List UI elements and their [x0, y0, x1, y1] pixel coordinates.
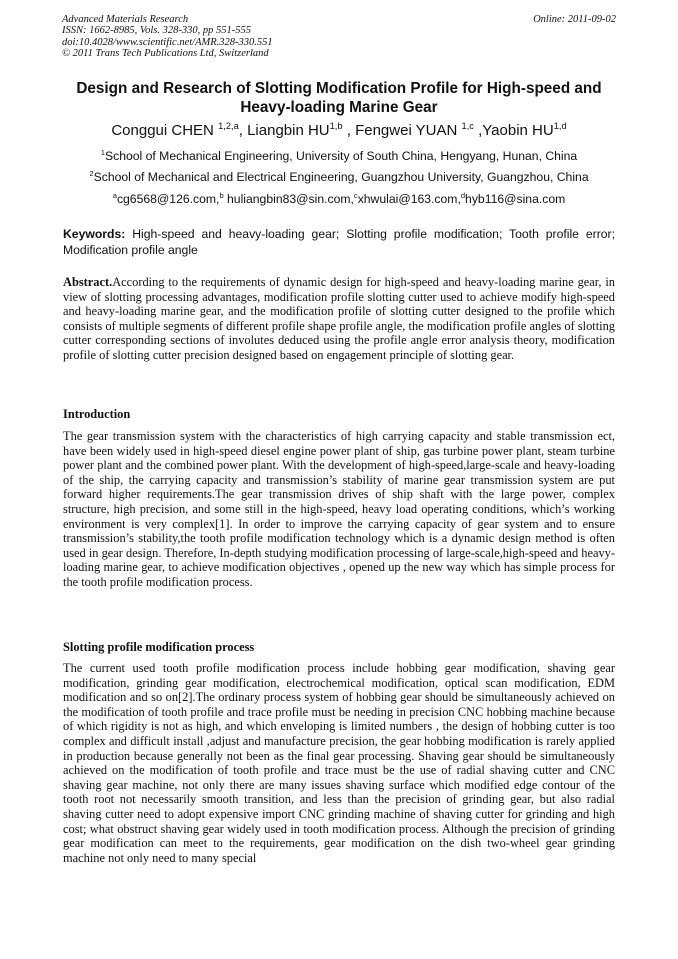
- publication-header: [62, 14, 616, 59]
- slotting-heading: Slotting profile modification process: [63, 640, 255, 654]
- keywords-text: High-speed and heavy-loading gear; Slotting profile modification; Tooth profile error; Modification profile angle: [63, 227, 615, 257]
- author-3: , Fengwei YUAN $^{1,c}$: [342, 121, 474, 139]
- email-b: huliangbin83@sin.com,: [223, 192, 354, 206]
- email-c: xhwulai@163.com,: [357, 192, 461, 206]
- doi-line: doi:10.4028/www.scientific.net/AMR.328-330.551: [62, 36, 273, 48]
- paper-title: [60, 79, 618, 117]
- keywords: [63, 227, 615, 258]
- email-d: hyb116@sina.com: [465, 192, 566, 206]
- abstract-label: Abstract.: [63, 275, 113, 289]
- copyright-line: © 2011 Trans Tech Publications Ltd, Switzerland: [62, 47, 269, 59]
- email-a: cg6568@126.com,: [116, 192, 220, 206]
- title-line-1: Design and Research of Slotting Modification Profile for High-speed and: [76, 80, 602, 97]
- affiliation-2: $^2$School of Mechanical and Electrical Engineering, Guangzhou University, Guangzhou, China: [89, 168, 589, 184]
- title-line-2: Heavy-loading Marine Gear: [240, 99, 438, 116]
- journal-name: Advanced Materials Research: [62, 14, 189, 25]
- author-2: , Liangbin HU$^{1,b}$: [238, 121, 343, 139]
- affiliation-1: $^1$School of Mechanical Engineering, University of South China, Hengyang, Hunan, China: [100, 147, 578, 163]
- introduction-paragraph: The gear transmission system with the characteristics of high carrying capacity and stable transmission ect, have been widely used in high-speed diesel engine power plant of ship, gas turbine power plant, steam turbine power plant and the combined power plant. With the development of high-speed,large-scale and heavy-loading of the ship, the carrying capacity and transmission’s stability of marine gear transmission system are put forward higher requirements.The gear transmission drives of ship shaft with the large power, complex structure, high precision, and some still in the high-speed, heavy load operating conditions, which’s working environment is very complex[1]. In order to improve the carrying capacity of gear system and to ensure transmission’s stability,the tooth profile modification technology which is a dynamic design method is often used in gear design. Therefore, In-depth studying modification processing of large-scale,high-speed and heavy-loading marine gear, to achieve modification objectives , opened up the new way which has simple process for the tooth profile modification process.: [63, 429, 615, 589]
- author-4: ,Yaobin HU$^{1,d}$: [473, 121, 567, 139]
- slotting-paragraph: The current used tooth profile modification process include hobbing gear modification, shaving gear modification, grinding gear modification, electrochemical modification, optical scan modification, EDM modification and so on[2].The ordinary process system of hobbing gear should be simultaneously achieved on the modification of tooth profile and trace profile must be needing in precision CNC hobbing machine because of which rigidity is not as high, and which enveloping is limited numbers , the design of hobbing cutter is too complex and difficult install ,adjust and manufacture precision, the gear hobbing modification is rarely applied in production because generally not been as the final gear processing. Shaving gear should be simultaneously achieved on the modification of tooth profile and trace must be the use of radial shaving cutter and CNC shaving gear machine, not only there are many issues shaving surface which modified edge contour of the tooth root not necessarily smooth transition, and less than the precision of grinding gear, but also radial shaving cutter need to adopt expensive import CNC grinding machine of shaving cutter for grinding and high cost; what obstruct shaving gear widely used in tooth modification process. Although the precision of grinding gear modification can meet to the requirements, gear modification on the dish two-wheel gear grinding machine not only need to many special: [63, 661, 615, 865]
- keywords-label: Keywords:: [63, 227, 126, 241]
- abstract-text: According to the requirements of dynamic design for high-speed and heavy-loading marine gear, in view of slotting processing advantages, modification profile slotting cutter used to achieve modify high-speed and heavy-loading marine gear, and the modification profile of slotting cutter designed to the profile which consists of multiple segments of different profile shape profile angle, the modification profile angles of slotting cutter corresponding sections of involutes deduced using the profile angle error analysis theory, modification profile of slotting cutter precision designed based on engagement principle of slotting gear.: [63, 275, 615, 362]
- author-1: Conggui CHEN $^{1,2,a}$: [111, 121, 239, 139]
- author-list: [40, 122, 638, 140]
- online-date: Online: 2011-09-02: [533, 14, 616, 25]
- introduction-heading: Introduction: [63, 407, 131, 421]
- issn-line: ISSN: 1662-8985, Vols. 328-330, pp 551-555: [62, 25, 251, 37]
- email-list: $^a$cg6568@126.com,$^b$ huliangbin83@sin.com,$^c$xhwulai@163.com,$^d$hyb116@sina.com: [112, 190, 566, 206]
- abstract: [63, 275, 615, 363]
